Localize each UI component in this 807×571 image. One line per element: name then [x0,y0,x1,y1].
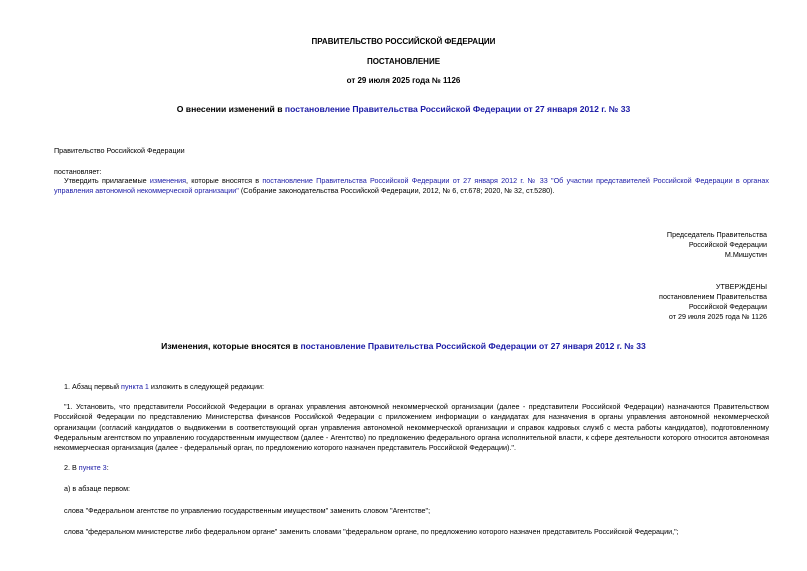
issuer: Правительство Российской Федерации [54,146,185,155]
point-3-link[interactable]: пункте 3 [78,463,107,472]
changes-title [0,341,807,351]
item-1 [64,382,264,391]
document-title-text: О внесении изменений в [176,104,285,114]
changes-title-link[interactable]: постановление Правительства Российской Федерации от 27 января 2012 г. № 33 [300,341,646,351]
approval-text-suffix: (Собрание законодательства Российской Федерации, 2012, № 6, ст.678; 2020, № 32, ст.5280). [238,186,555,196]
approved-country: Российской Федерации [688,302,767,311]
replacement-1: слова "Федеральном агентстве по управлению государственным имуществом" заменить словом "Агентстве"; [64,506,431,515]
subitem-a: а) в абзаце первом: [64,484,131,493]
quoted-paragraph: "1. Установить, что представители Российской Федерации в органах управления автономной некоммерческой организации (далее - представители Российской Федерации) назначаются Правительством Российской Федерации по представлению Министерства финансов Российской Федерации с приложением информации о кандидатах для назначения в органы управления автономной некоммерческой организации (согласий кандидатов о выдвижении в соответствующий орган управления автономной некоммерческой организации и справок кадровых служб с места работы кандидатов), подготовленному Федеральным агентством по управлению государственным имуществом (далее - Агентство) по предложению федерального органа исполнительной власти, к сфере деятельности которого относится автономная некоммерческая организация (далее - федеральный орган, по предложению которого назначен представитель Российской Федерации).". [54,402,769,453]
signature-country: Российской Федерации [688,240,767,249]
approval-paragraph [54,176,769,197]
approval-text-mid: , которые вносятся в [186,176,263,185]
item-2-suffix: : [106,463,109,472]
approved-date: от 29 июля 2025 года № 1126 [668,312,767,321]
document-type: ПОСТАНОВЛЕНИЕ [366,57,441,66]
item-2-text: 2. В [64,463,79,472]
changes-title-text: Изменения, которые вносятся в [161,341,301,351]
approved-by: постановлением Правительства [659,292,767,301]
point-1-link[interactable]: пункта 1 [121,382,149,391]
replacement-2: слова "федеральном министерстве либо федеральном органе" заменить словами "федеральном органе, по предложению которого назначен представитель Российской Федерации,"; [64,527,679,536]
resolution-33-link[interactable]: постановление Правительства Российской Федерации от 27 января 2012 г. № 33 "Об участии представителей Российской Федерации в органах управления автономной некоммерческой организации" [54,176,769,196]
signature-name: М.Мишустин [724,250,767,259]
item-2 [64,463,109,472]
approved-stamp: УТВЕРЖДЕНЫ [715,282,767,291]
document-date-number: от 29 июля 2025 года № 1126 [346,76,461,85]
government-heading: ПРАВИТЕЛЬСТВО РОССИЙСКОЙ ФЕДЕРАЦИИ [311,37,496,46]
item-1-suffix: изложить в следующей редакции: [148,382,264,391]
decides-text: постановляет: [54,167,102,176]
signature-position: Председатель Правительства [666,230,767,239]
document-title [0,104,807,114]
changes-link[interactable]: изменения [149,176,187,185]
approval-text: Утвердить прилагаемые [64,176,150,185]
amended-resolution-link[interactable]: постановление Правительства Российской Федерации от 27 января 2012 г. № 33 [284,104,631,114]
item-1-text: 1. Абзац первый [64,382,122,391]
